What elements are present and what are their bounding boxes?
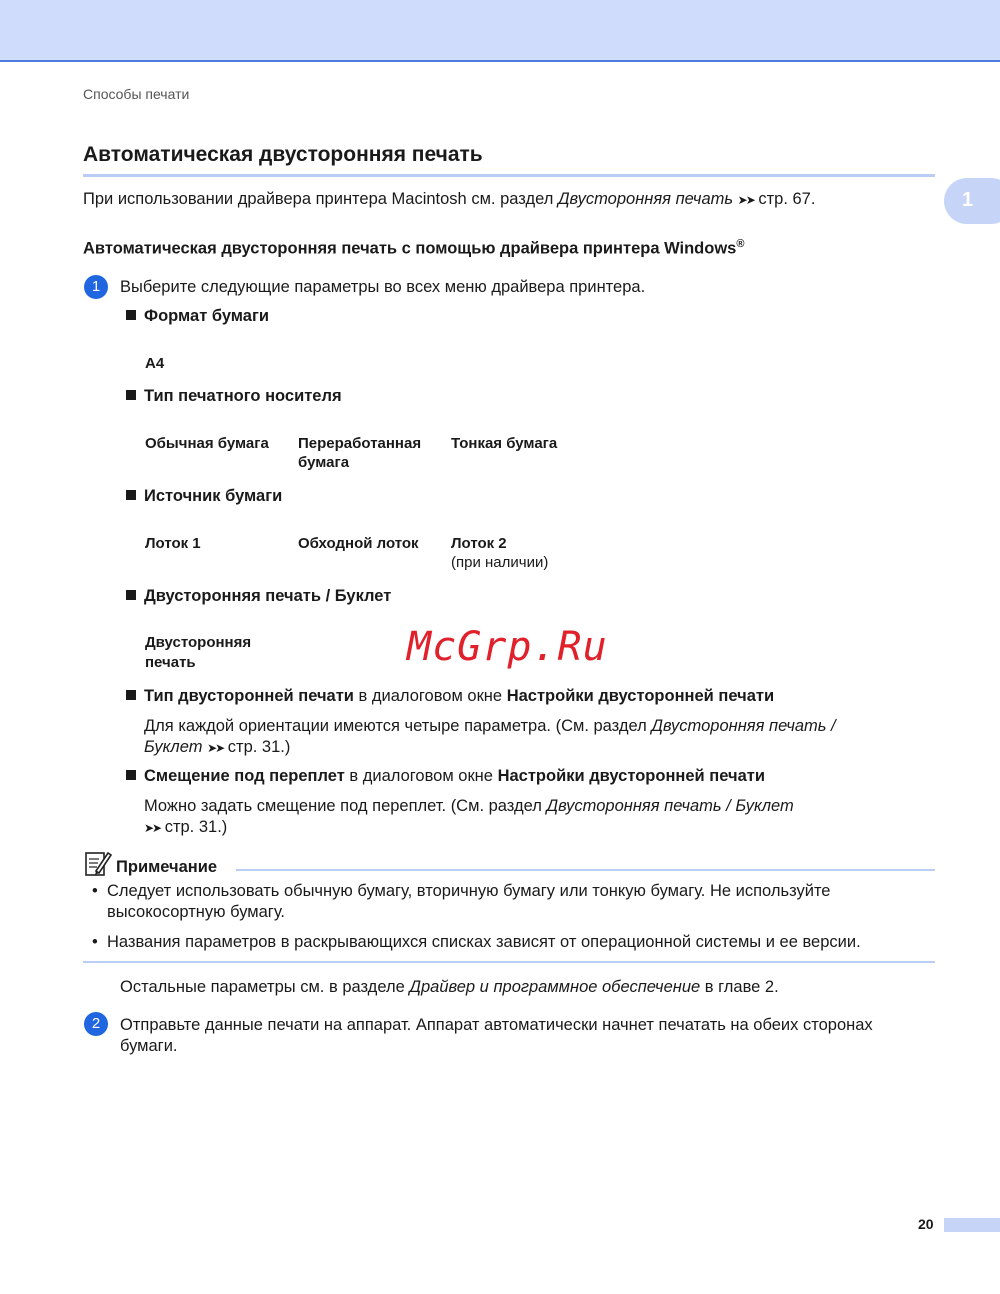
duplex-type-desc-text: Для каждой ориентации имеются четыре параметра. (См. раздел	[144, 717, 652, 735]
note-bullet-1-line-1: Следует использовать обычную бумагу, вторичную бумагу или тонкую бумагу. Не используйте	[107, 882, 831, 900]
item-duplex-type-mid: в диалоговом окне	[353, 687, 507, 705]
option-duplex-1: Двусторонняя	[145, 634, 252, 651]
intro-link[interactable]: Двусторонняя печать	[557, 190, 734, 208]
intro-text: При использовании драйвера принтера Macintosh см. раздел	[83, 190, 558, 208]
step-2-line-2: бумаги.	[120, 1037, 178, 1055]
option-tray-2: Лоток 2	[451, 535, 507, 552]
option-manual-tray: Обходной лоток	[298, 535, 419, 552]
chapter-number: 1	[962, 189, 974, 211]
step-2-badge: 2	[84, 1012, 108, 1036]
note-bullet-dot-1: •	[92, 882, 98, 900]
item-duplex	[126, 587, 391, 606]
subheading	[83, 238, 744, 259]
option-tray-1: Лоток 1	[145, 535, 201, 552]
note-bullet-dot-2: •	[92, 933, 98, 951]
item-paper-source	[126, 487, 282, 506]
option-duplex-2: печать	[145, 654, 196, 671]
square-bullet-icon	[126, 590, 136, 600]
duplex-type-desc-line2	[144, 737, 290, 759]
item-duplex-type	[126, 686, 774, 707]
breadcrumb: Способы печати	[83, 86, 190, 102]
binding-offset-page-ref: стр. 31.)	[160, 818, 228, 836]
double-arrow-icon: ➤➤	[144, 821, 161, 835]
item-paper-source-label: Источник бумаги	[144, 487, 283, 505]
note-title: Примечание	[116, 858, 218, 876]
step-2-line-1: Отправьте данные печати на аппарат. Аппарат автоматически начнет печатать на обеих сторонах	[120, 1016, 873, 1034]
square-bullet-icon	[126, 390, 136, 400]
binding-offset-desc-text: Можно задать смещение под переплет. (См. раздел	[144, 797, 547, 815]
item-paper-size-label: Формат бумаги	[144, 307, 269, 325]
title-underline	[83, 174, 935, 177]
option-plain-paper: Обычная бумага	[145, 435, 269, 452]
other-settings-chapter-ref: в главе 2.	[700, 978, 779, 996]
other-settings-text: Остальные параметры см. в разделе	[120, 978, 410, 996]
item-duplex-type-label: Тип двусторонней печати	[144, 687, 354, 705]
duplex-type-desc-link-1[interactable]: Двусторонняя печать /	[651, 717, 836, 735]
other-settings-paragraph	[120, 977, 779, 998]
item-binding-offset	[126, 766, 765, 787]
binding-offset-desc-line2	[144, 817, 227, 839]
binding-offset-desc-link[interactable]: Двусторонняя печать / Буклет	[546, 797, 794, 815]
item-media-type	[126, 387, 342, 406]
square-bullet-icon	[126, 310, 136, 320]
page-number: 20	[918, 1216, 934, 1232]
option-a4: A4	[145, 355, 165, 372]
double-arrow-icon: ➤➤	[207, 741, 224, 755]
item-binding-offset-mid: в диалоговом окне	[344, 767, 498, 785]
duplex-type-desc-link-2[interactable]: Буклет	[144, 738, 203, 756]
step-1-badge: 1	[84, 275, 108, 299]
note-bullet-2: Названия параметров в раскрывающихся списках зависят от операционной системы и ее версии.	[107, 933, 861, 951]
item-binding-offset-dialog: Настройки двусторонней печати	[497, 767, 765, 785]
square-bullet-icon	[126, 690, 136, 700]
duplex-type-desc	[144, 716, 836, 737]
page-number-tab	[944, 1218, 1000, 1232]
watermark: McGrp.Ru	[407, 624, 608, 670]
square-bullet-icon	[126, 770, 136, 780]
step-1-text: Выберите следующие параметры во всех меню драйвера принтера.	[120, 278, 646, 296]
double-arrow-icon: ➤➤	[737, 193, 754, 207]
item-paper-size	[126, 307, 269, 326]
option-tray-2-note: (при наличии)	[451, 554, 549, 571]
option-thin-paper: Тонкая бумага	[451, 435, 558, 452]
square-bullet-icon	[126, 490, 136, 500]
other-settings-link[interactable]: Драйвер и программное обеспечение	[409, 978, 701, 996]
top-header-band	[0, 0, 1000, 62]
note-bullet-1-line-2: высокосортную бумагу.	[107, 903, 285, 921]
item-binding-offset-label: Смещение под переплет	[144, 767, 345, 785]
intro-page-ref: стр. 67.	[753, 190, 816, 208]
option-recycled-2: бумага	[298, 454, 350, 471]
duplex-type-page-ref: стр. 31.)	[223, 738, 291, 756]
note-top-rule	[236, 869, 935, 871]
intro-paragraph	[83, 189, 815, 211]
note-bottom-rule	[83, 961, 935, 963]
item-media-type-label: Тип печатного носителя	[144, 387, 342, 405]
item-duplex-type-dialog: Настройки двусторонней печати	[506, 687, 775, 705]
item-duplex-label: Двусторонняя печать / Буклет	[144, 587, 392, 605]
registered-mark: ®	[736, 238, 745, 250]
note-pencil-icon	[84, 849, 112, 877]
option-recycled-1: Переработанная	[298, 435, 422, 452]
binding-offset-desc	[144, 796, 794, 817]
subheading-text: Автоматическая двусторонняя печать с помощью драйвера принтера Windows	[83, 239, 737, 258]
page-title: Автоматическая двусторонняя печать	[83, 143, 483, 166]
